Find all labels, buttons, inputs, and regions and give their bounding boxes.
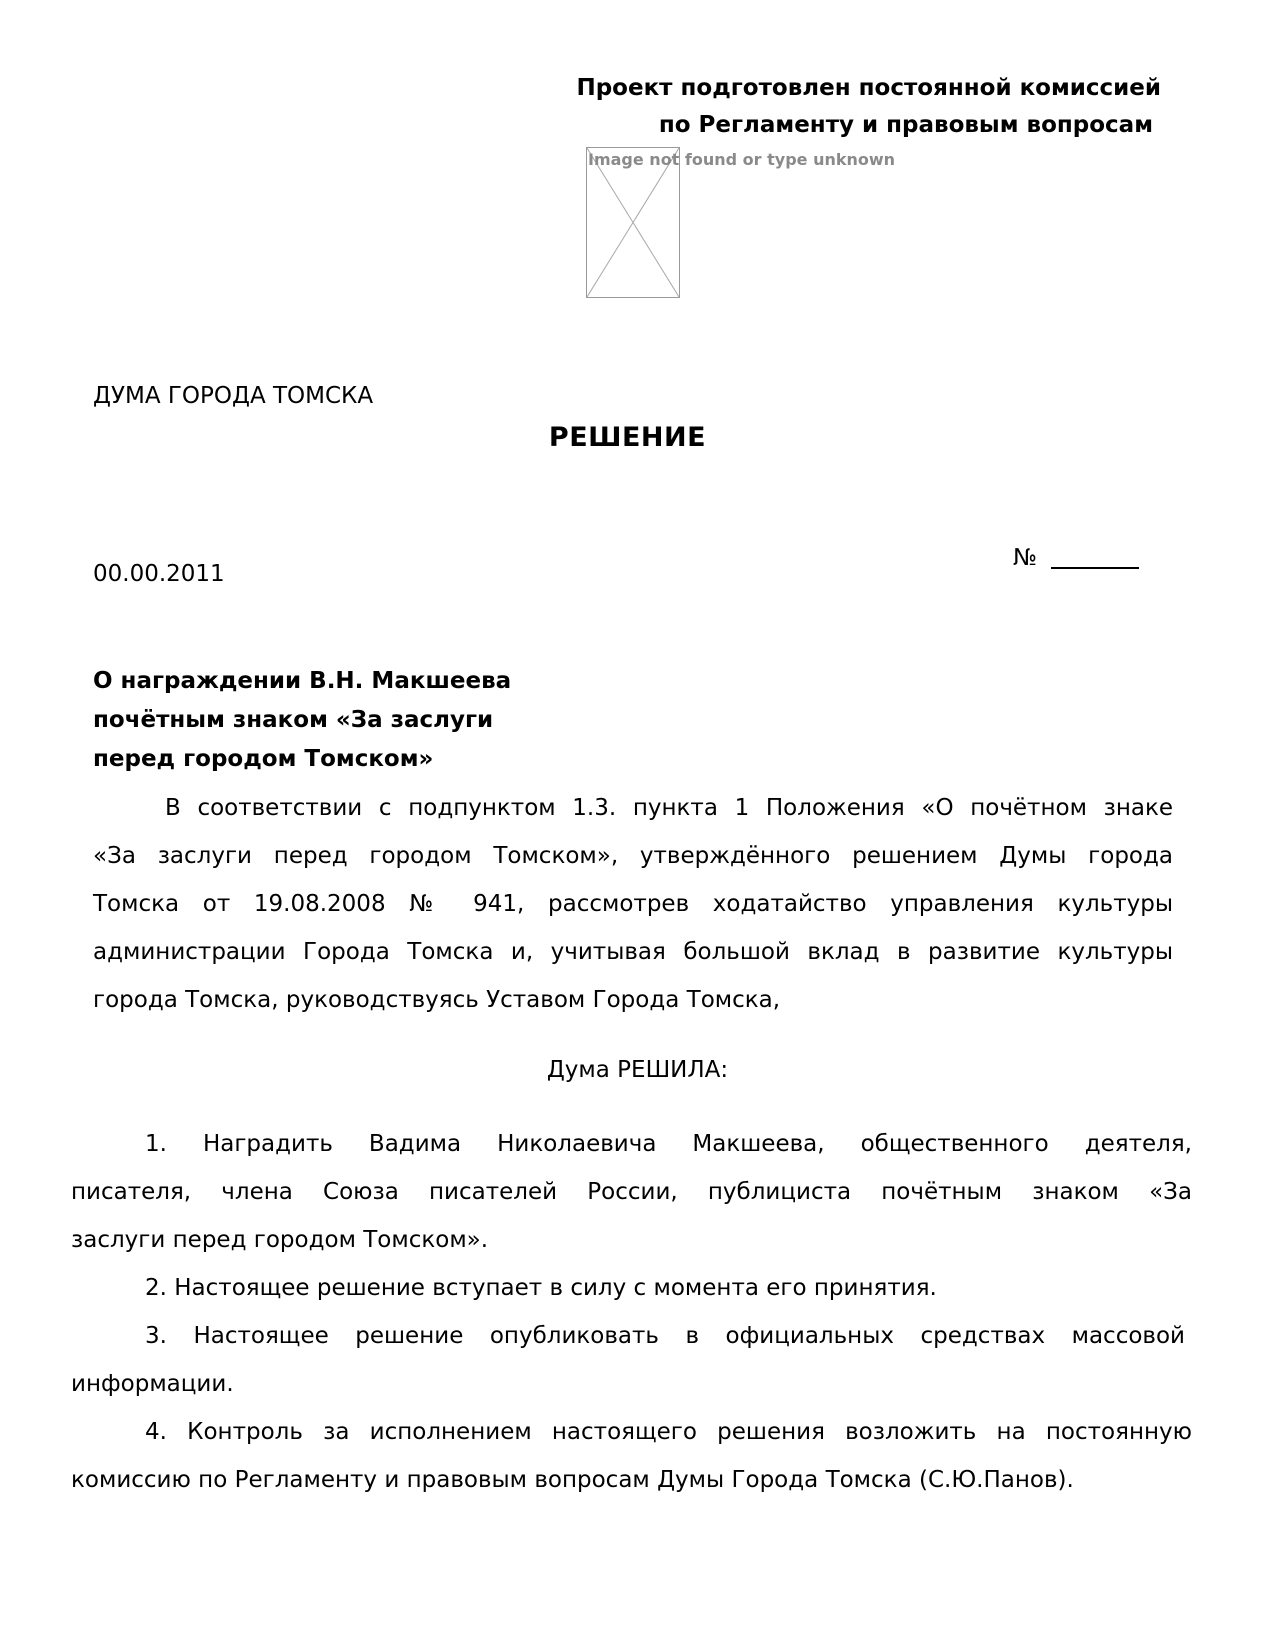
preamble-line: администрации Города Томска и, учитывая большой вклад в развитие культуры (93, 939, 1173, 965)
title-line: почётным знаком «За заслуги (93, 707, 494, 733)
decision-item-3: 3. Настоящее решение опубликовать в официальных средствах массовой (145, 1323, 1185, 1349)
document-number (1013, 545, 1139, 571)
header-line-1: Проект подготовлен постоянной комиссией (576, 75, 1161, 101)
decision-item-4: комиссию по Регламенту и правовым вопросам Думы Города Томска (С.Ю.Панов). (71, 1467, 1074, 1493)
broken-image-icon (587, 148, 679, 297)
decision-item-1: заслуги перед городом Томском». (71, 1227, 489, 1253)
preamble-line: В соответствии с подпунктом 1.3. пункта 1 Положения «О почётном знаке (165, 795, 1173, 821)
number-label: № (1013, 545, 1037, 571)
decision-item-1: писателя, члена Союза писателей России, публициста почётным знаком «За (71, 1179, 1192, 1205)
decision-item-2: 2. Настоящее решение вступает в силу с момента его принятия. (145, 1275, 937, 1301)
decision-item-3: информации. (71, 1371, 234, 1397)
decision-item-4: 4. Контроль за исполнением настоящего решения возложить на постоянную (145, 1419, 1192, 1445)
number-blank-line (1051, 567, 1139, 569)
decision-item-1: 1. Наградить Вадима Николаевича Макшеева, общественного деятеля, (145, 1131, 1192, 1157)
document-date: 00.00.2011 (93, 561, 225, 587)
preamble-line: «За заслуги перед городом Томском», утверждённого решением Думы города (93, 843, 1173, 869)
header-line-2: по Регламенту и правовым вопросам (658, 112, 1153, 138)
title-line: перед городом Томском» (93, 746, 434, 772)
broken-image-placeholder (586, 147, 680, 298)
preamble-line: Томска от 19.08.2008 № 941, рассмотрев ходатайство управления культуры (93, 891, 1173, 917)
decision-heading: Дума РЕШИЛА: (546, 1057, 729, 1083)
preamble-line: города Томска, руководствуясь Уставом Города Томска, (93, 987, 781, 1013)
broken-image-text: Image not found or type unknown (588, 150, 896, 169)
duma-name: ДУМА ГОРОДА ТОМСКА (93, 383, 374, 409)
document-title (93, 662, 511, 779)
document-type-heading: РЕШЕНИЕ (548, 422, 707, 453)
title-line: О награждении В.Н. Макшеева (93, 668, 512, 694)
